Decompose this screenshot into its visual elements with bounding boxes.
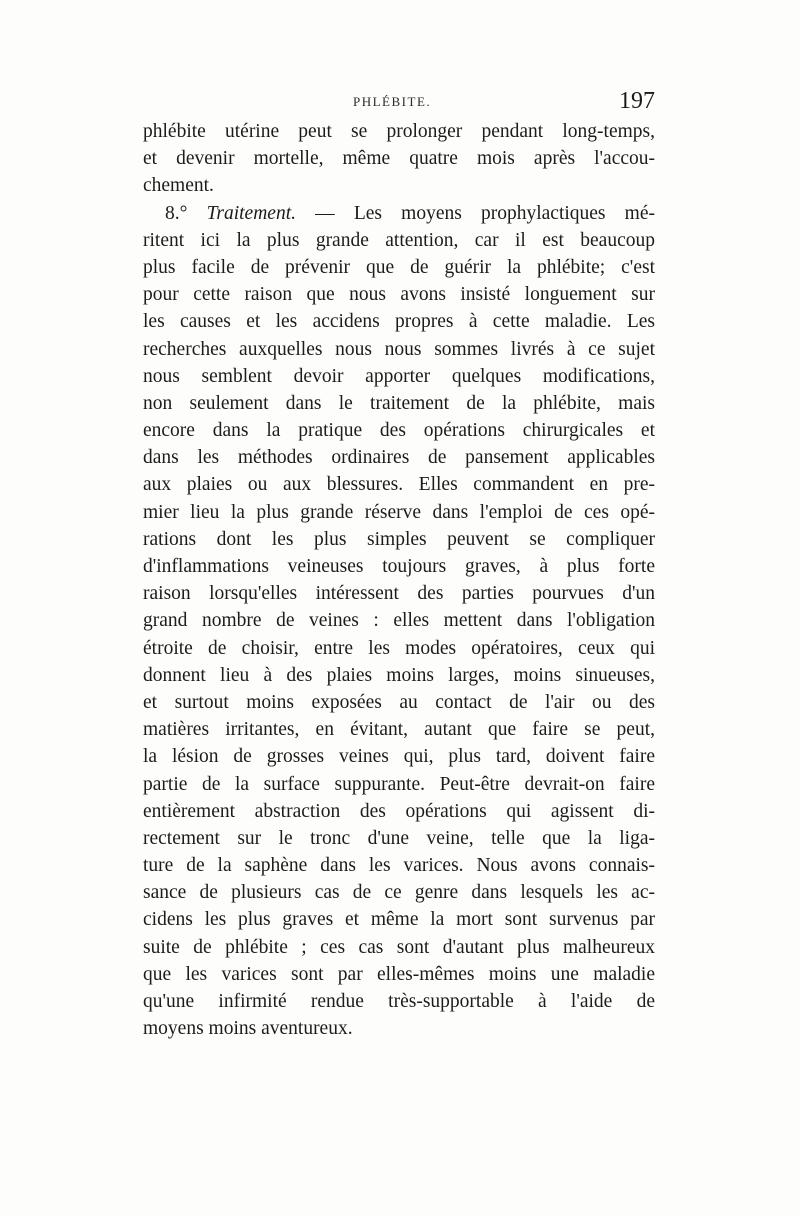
text-line: nous semblent devoir apporter quelques modifications,: [143, 365, 655, 387]
text-line: rations dont les plus simples peuvent se compliquer: [143, 528, 655, 550]
text-line: pour cette raison que nous avons insisté longuement sur: [143, 284, 655, 306]
text-line: entièrement abstraction des opérations qui agissent di-: [143, 800, 655, 822]
text-line: chement.: [143, 175, 214, 197]
text-line: d'inflammations veineuses toujours graves, à plus forte: [143, 556, 655, 577]
text-line: aux plaies ou aux blessures. Elles commandent en pre-: [143, 474, 655, 496]
text-line: suite de phlébite ; ces cas sont d'autant plus malheureux: [143, 936, 655, 958]
text-line: raison lorsqu'elles intéressent des parties pourvues d'un: [143, 583, 655, 605]
text-line: matières irritantes, en évitant, autant que faire se peut,: [143, 719, 655, 741]
text-line: sance de plusieurs cas de ce genre dans lesquels les ac-: [143, 882, 655, 904]
section-title: Traitement.: [206, 202, 296, 224]
text-line: partie de la surface suppurante. Peut-être devrait-on faire: [143, 773, 655, 795]
text-line: cidens les plus graves et même la mort sont survenus par: [143, 909, 655, 931]
text-line: dans les méthodes ordinaires de pansement applicables: [143, 447, 655, 469]
text-line: plus facile de prévenir que de guérir la phlébite; c'est: [143, 256, 655, 278]
text-line: ture de la saphène dans les varices. Nous avons connais-: [143, 855, 655, 877]
section-number: 8.°: [165, 202, 188, 224]
text-line: rectement sur le tronc d'une veine, telle que la liga-: [143, 827, 655, 849]
text-line: et devenir mortelle, même quatre mois après l'accou-: [143, 148, 655, 170]
text-line: que les varices sont par elles-mêmes moins une maladie: [143, 963, 655, 985]
section-heading-line: [143, 200, 655, 227]
text-line: la lésion de grosses veines qui, plus tard, doivent faire: [143, 746, 655, 768]
section-heading-rest: — Les moyens prophylactiques mé-: [296, 202, 655, 224]
text-line: grand nombre de veines : elles mettent dans l'obligation: [143, 610, 655, 632]
text-line: les causes et les accidens propres à cette maladie. Les: [143, 311, 655, 333]
text-line: recherches auxquelles nous nous sommes livrés à ce sujet: [143, 338, 655, 360]
body-text: [143, 118, 655, 1042]
running-title: PHLÉBITE.: [353, 94, 432, 109]
text-line: et surtout moins exposées au contact de l'air ou des: [143, 691, 655, 713]
text-line: moyens moins aventureux.: [143, 1018, 353, 1040]
running-head: [143, 88, 655, 118]
page-number: 197: [619, 88, 655, 114]
text-line: phlébite utérine peut se prolonger pendant long-temps,: [143, 121, 655, 142]
text-line: donnent lieu à des plaies moins larges, moins sinueuses,: [143, 664, 655, 686]
text-line: mier lieu la plus grande réserve dans l'emploi de ces opé-: [143, 501, 655, 523]
text-line: encore dans la pratique des opérations chirurgicales et: [143, 420, 655, 442]
text-line: qu'une infirmité rendue très-supportable à l'aide de: [143, 991, 655, 1012]
text-line: étroite de choisir, entre les modes opératoires, ceux qui: [143, 637, 655, 659]
text-line: ritent ici la plus grande attention, car il est beaucoup: [143, 229, 655, 251]
text-line: non seulement dans le traitement de la phlébite, mais: [143, 392, 655, 414]
